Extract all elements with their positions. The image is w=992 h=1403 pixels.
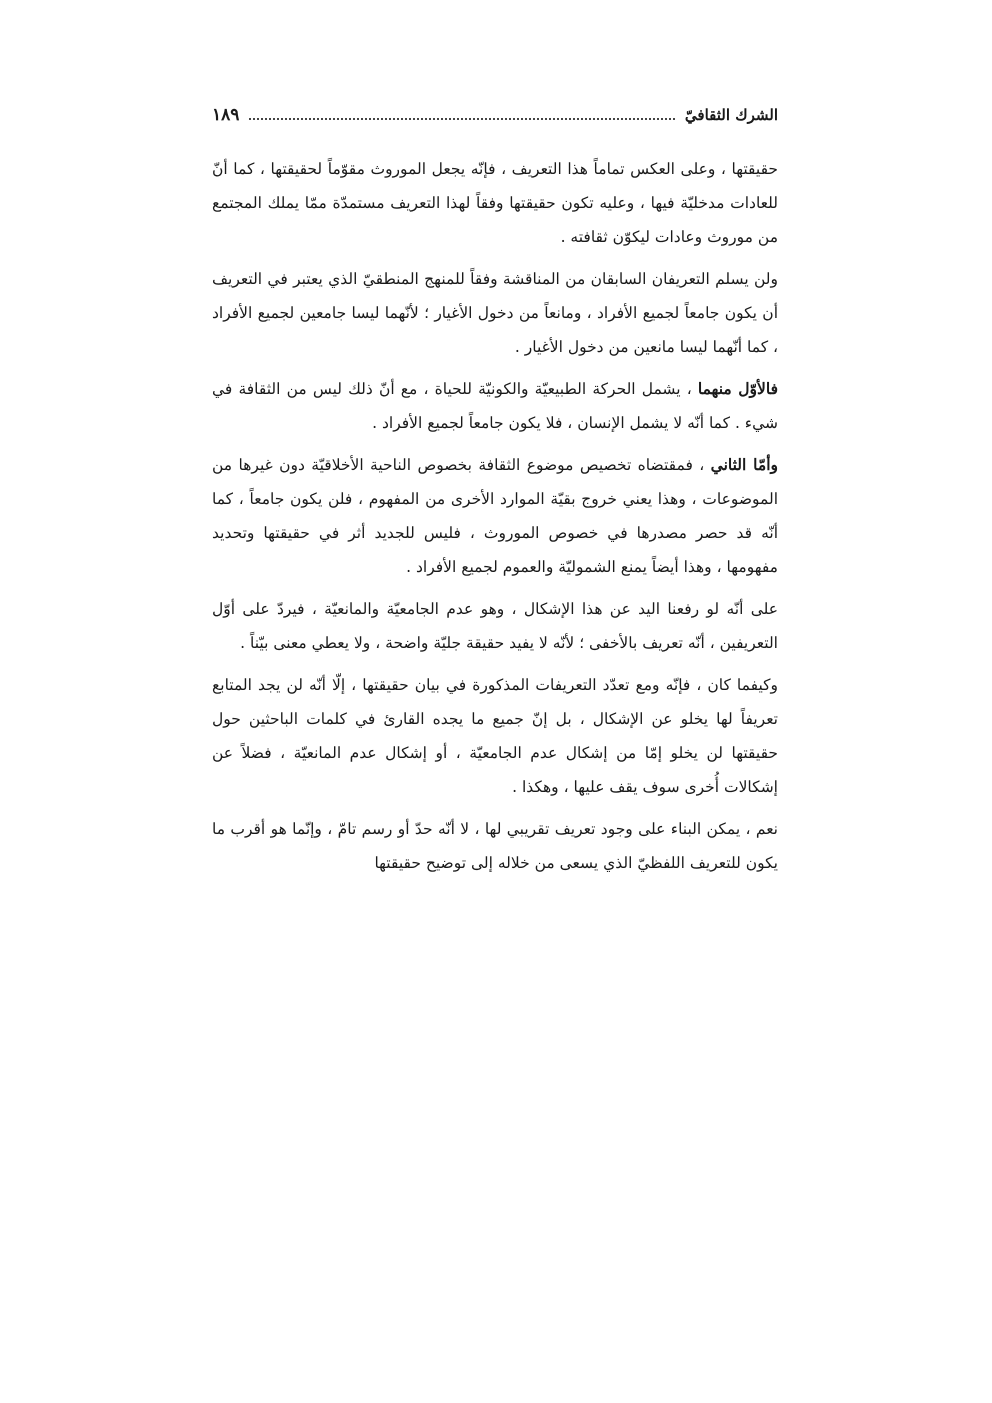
paragraph [212, 372, 778, 440]
running-header [212, 100, 778, 130]
paragraph-text: على أنّه لو رفعنا اليد عن هذا الإشكال ، وهو عدم الجامعيّة والمانعيّة ، فيردّ على أوّل التعريفين ، أنّه تعريف بالأخفى ؛ لأنّه لا يفيد حقيقة جليّة واضحة ، ولا يعطي معنى بيّناً . [212, 600, 778, 652]
paragraph-text: حقيقتها ، وعلى العكس تماماً هذا التعريف ، فإنّه يجعل الموروث مقوّماً لحقيقتها ، كما أنّ للعادات مدخليّة فيها ، وعليه تكون حقيقتها وفقاً لهذا التعريف مستمدّة ممّا يملك المجتمع من موروث وعادات ليكوّن ثقافته . [212, 160, 778, 246]
paragraph [212, 812, 778, 880]
paragraph-text: وكيفما كان ، فإنّه ومع تعدّد التعريفات المذكورة في بيان حقيقتها ، إلّا أنّه لن يجد المتابع تعريفاً لها يخلو عن الإشكال ، بل إنّ جميع ما يجده القارئ في كلمات الباحثين حول حقيقتها لن يخلو إمّا من إشكال عدم الجامعيّة ، أو إشكال عدم المانعيّة ، فضلاً عن إشكالات أُخرى سوف يقف عليها ، وهكذا . [212, 676, 778, 796]
page-number: ١٨٩ [212, 105, 240, 125]
paragraph-lead: وأمّا الثاني [710, 455, 778, 474]
paragraph-text: ، يشمل الحركة الطبيعيّة والكونيّة للحياة ، مع أنّ ذلك ليس من الثقافة في شيء . كما أنّه لا يشمل الإنسان ، فلا يكون جامعاً لجميع الأفراد . [212, 380, 778, 432]
paragraph-text: نعم ، يمكن البناء على وجود تعريف تقريبي لها ، لا أنّه حدّ أو رسم تامّ ، وإنّما هو أقرب ما يكون للتعريف اللفظيّ الذي يسعى من خلاله إلى توضيح حقيقتها [212, 820, 778, 872]
header-dot-leader [249, 118, 675, 120]
paragraph-text: ، فمقتضاه تخصيص موضوع الثقافة بخصوص الناحية الأخلاقيّة دون غيرها من الموضوعات ، وهذا يعني خروج بقيّة الموارد الأخرى من المفهوم ، فلن يكون جامعاً ، كما أنّه قد حصر مصدرها في خصوص الموروث ، فليس للجديد أثر في حقيقتها وتحديد مفهومها ، وهذا أيضاً يمنع الشموليّة والعموم لجميع الأفراد . [212, 456, 778, 576]
paragraph [212, 262, 778, 364]
body-text [212, 152, 778, 888]
paragraph [212, 592, 778, 660]
paragraph [212, 448, 778, 584]
running-header-title: الشرك الثقافيّ [684, 106, 778, 124]
paragraph [212, 668, 778, 804]
paragraph [212, 152, 778, 254]
paragraph-lead: فالأوّل منهما [697, 379, 778, 398]
paragraph-text: ولن يسلم التعريفان السابقان من المناقشة وفقاً للمنهج المنطقيّ الذي يعتبر في التعريف أن يكون جامعاً لجميع الأفراد ، ومانعاً من دخول الأغيار ؛ لأنّهما ليسا جامعين لجميع الأفراد ، كما أنّهما ليسا مانعين من دخول الأغيار . [212, 270, 778, 356]
